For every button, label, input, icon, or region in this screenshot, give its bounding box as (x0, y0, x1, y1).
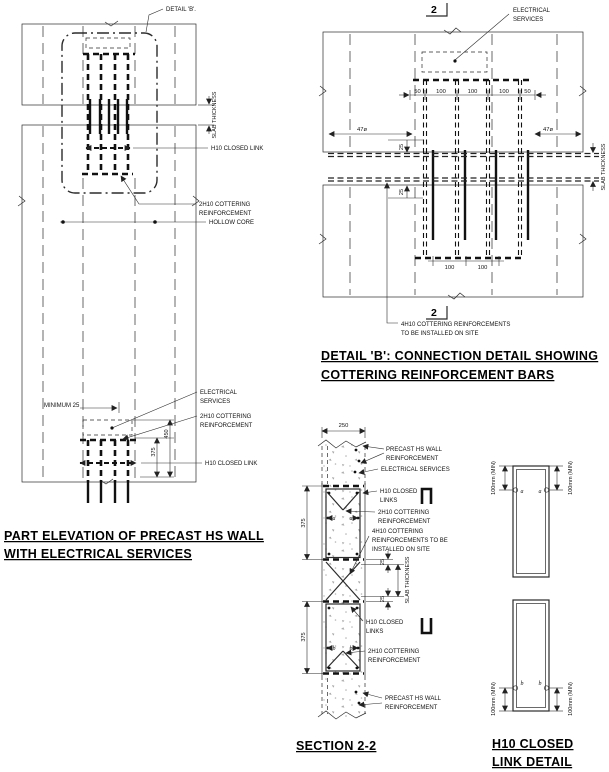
mark-b-left: b (332, 646, 336, 652)
site-note-sec-1: 4H10 COTTERING (372, 529, 424, 535)
slab-thickness-label: SLAB THICKNESS (212, 91, 218, 139)
link-detail-title-line1: H10 CLOSED (492, 737, 574, 751)
electrical-section-label: ELECTRICAL SERVICES (381, 467, 450, 473)
detail-b-core-lines (350, 34, 557, 295)
dim-250: 250 (338, 423, 349, 429)
electrical-label-2: SERVICES (200, 399, 231, 405)
section-marker-bottom (426, 306, 447, 319)
wall-panels (18, 21, 199, 484)
dim-100-1: 100 (436, 89, 446, 95)
precast-top-1: PRECAST HS WALL (386, 447, 443, 453)
h10-links-bottom-2: LINKS (366, 629, 384, 635)
part-elevation-view (4, 7, 264, 561)
electrical-detail-label-2: SERVICES (513, 17, 544, 23)
hollow-core-lines (43, 26, 175, 480)
link-bottom (491, 600, 574, 716)
h10-closed-link-label-top: H10 CLOSED LINK (211, 146, 264, 152)
cottering-label-2: REINFORCEMENT (199, 211, 252, 217)
dim-375-top: 375 (301, 518, 307, 528)
cottering-label-1: 2H10 COTTERING (199, 202, 251, 208)
dim-100mm-top-right: 100mm (MIN) (568, 461, 574, 495)
cottering-sec-bottom-2: REINFORCEMENT (368, 658, 421, 664)
link-detail-title-line2: LINK DETAIL (492, 755, 573, 769)
section-marker-bottom-number: 2 (431, 307, 437, 319)
electrical-services-box (86, 38, 130, 48)
precast-bottom-2: REINFORCEMENT (385, 705, 438, 711)
link-mark-b-right: b (538, 681, 542, 687)
dim-100-b2: 100 (477, 265, 488, 271)
hollow-core-callout (60, 220, 254, 226)
h10-links-bottom-1: H10 CLOSED (366, 620, 404, 626)
site-note-line2: TO BE INSTALLED ON SITE (401, 331, 479, 337)
cottering-sec-top-1: 2H10 COTTERING (378, 510, 430, 516)
minimum-25-label: MINIMUM 25 (44, 403, 80, 409)
closed-link-icon-top (422, 489, 431, 504)
lower-connection (44, 402, 137, 503)
elevation-title-line1: PART ELEVATION OF PRECAST HS WALL (4, 529, 264, 543)
dim-100mm-top-left: 100mm (MIN) (491, 461, 497, 495)
detail-b-view (319, 3, 607, 382)
dim-100mm-bottom-left: 100mm (MIN) (491, 682, 497, 716)
link-mark-a-right: a (538, 489, 542, 495)
mark-a-left: a (332, 516, 336, 522)
dim-47-right: 47ø (543, 127, 553, 133)
h10-closed-link-callout-top (133, 146, 263, 152)
detail-b-title-line2: COTTERING REINFORCEMENT BARS (321, 368, 555, 382)
link-mark-a-left: a (520, 489, 524, 495)
slab-thickness-dim-detail (593, 143, 607, 191)
slab-thickness-label-detail: SLAB THICKNESS (601, 143, 607, 191)
section-marker-top (426, 3, 447, 16)
electrical-label-1: ELECTRICAL (200, 390, 238, 396)
detail-b-top-dims (399, 89, 546, 100)
lower-dims (133, 420, 174, 477)
site-note-line1: 4H10 COTTERING REINFORCEMENTS (401, 322, 511, 328)
detail-b-walls (319, 28, 586, 299)
electrical-detail-label-1: ELECTRICAL (513, 8, 551, 14)
h10-closed-link-label-bottom: H10 CLOSED LINK (205, 461, 258, 467)
section-title: SECTION 2-2 (296, 739, 377, 753)
dim-100mm-bottom-right: 100mm (MIN) (568, 682, 574, 716)
dim-100-2: 100 (467, 89, 478, 95)
slab-crossing-bars (90, 99, 127, 134)
closed-link-icon-bottom (422, 618, 431, 633)
slab-thickness-dim-elevation (198, 91, 218, 138)
detail-b-callout (146, 7, 196, 32)
elevation-title-line2: WITH ELECTRICAL SERVICES (4, 547, 193, 561)
h10-links-top-2: LINKS (380, 498, 398, 504)
link-top (491, 461, 574, 577)
dim-25-top: 25 (399, 143, 405, 151)
section-2-2-view (296, 423, 450, 753)
mark-a-right: a (349, 516, 353, 522)
dim-50-left: 50 (414, 89, 421, 95)
dim-47-left: 47ø (357, 127, 367, 133)
section-marker-top-number: 2 (431, 4, 437, 16)
site-note-sec-2: REINFORCEMENTS TO BE (372, 538, 448, 544)
dim-25-sec-bottom: 25 (380, 595, 386, 603)
detail-b-callout-label: DETAIL 'B'. (166, 7, 196, 13)
dim-25-bottom: 25 (399, 188, 405, 196)
hollow-core-label: HOLLOW CORE (209, 220, 255, 226)
mark-b-right: b (349, 646, 353, 652)
cottering-label-lower-1: 2H10 COTTERING (200, 414, 252, 420)
link-detail-view (491, 461, 574, 769)
cottering-sec-bottom-1: 2H10 COTTERING (368, 649, 420, 655)
detail-b-bars (413, 80, 533, 258)
cottering-callout-top (121, 176, 252, 217)
precast-top-2: REINFORCEMENT (386, 456, 439, 462)
detail-b-slab (328, 154, 599, 182)
dim-375-elev: 375 (151, 447, 157, 457)
cottering-label-lower-2: REINFORCEMENT (200, 423, 253, 429)
cottering-sec-top-2: REINFORCEMENT (378, 519, 431, 525)
electrical-services-box-lower (83, 420, 132, 435)
dim-50-right: 50 (524, 89, 531, 95)
dim-450-elev: 450 (164, 429, 170, 439)
dim-25-sec-top: 25 (380, 558, 386, 566)
slab-thickness-label-section: SLAB THICKNESS (405, 556, 411, 604)
precast-bottom-1: PRECAST HS WALL (385, 696, 442, 702)
detail-b-25-dims (388, 140, 423, 198)
dim-100-3: 100 (499, 89, 509, 95)
dim-375-bottom: 375 (301, 632, 307, 642)
link-mark-b-left: b (520, 681, 524, 687)
lower-callouts (110, 390, 257, 467)
h10-links-top-1: H10 CLOSED (380, 489, 418, 495)
detail-b-title-line1: DETAIL 'B': CONNECTION DETAIL SHOWING (321, 349, 599, 363)
dim-100-b1: 100 (444, 265, 455, 271)
site-note-sec-3: INSTALLED ON SITE (372, 547, 430, 553)
electrical-callout-detail (453, 8, 550, 63)
